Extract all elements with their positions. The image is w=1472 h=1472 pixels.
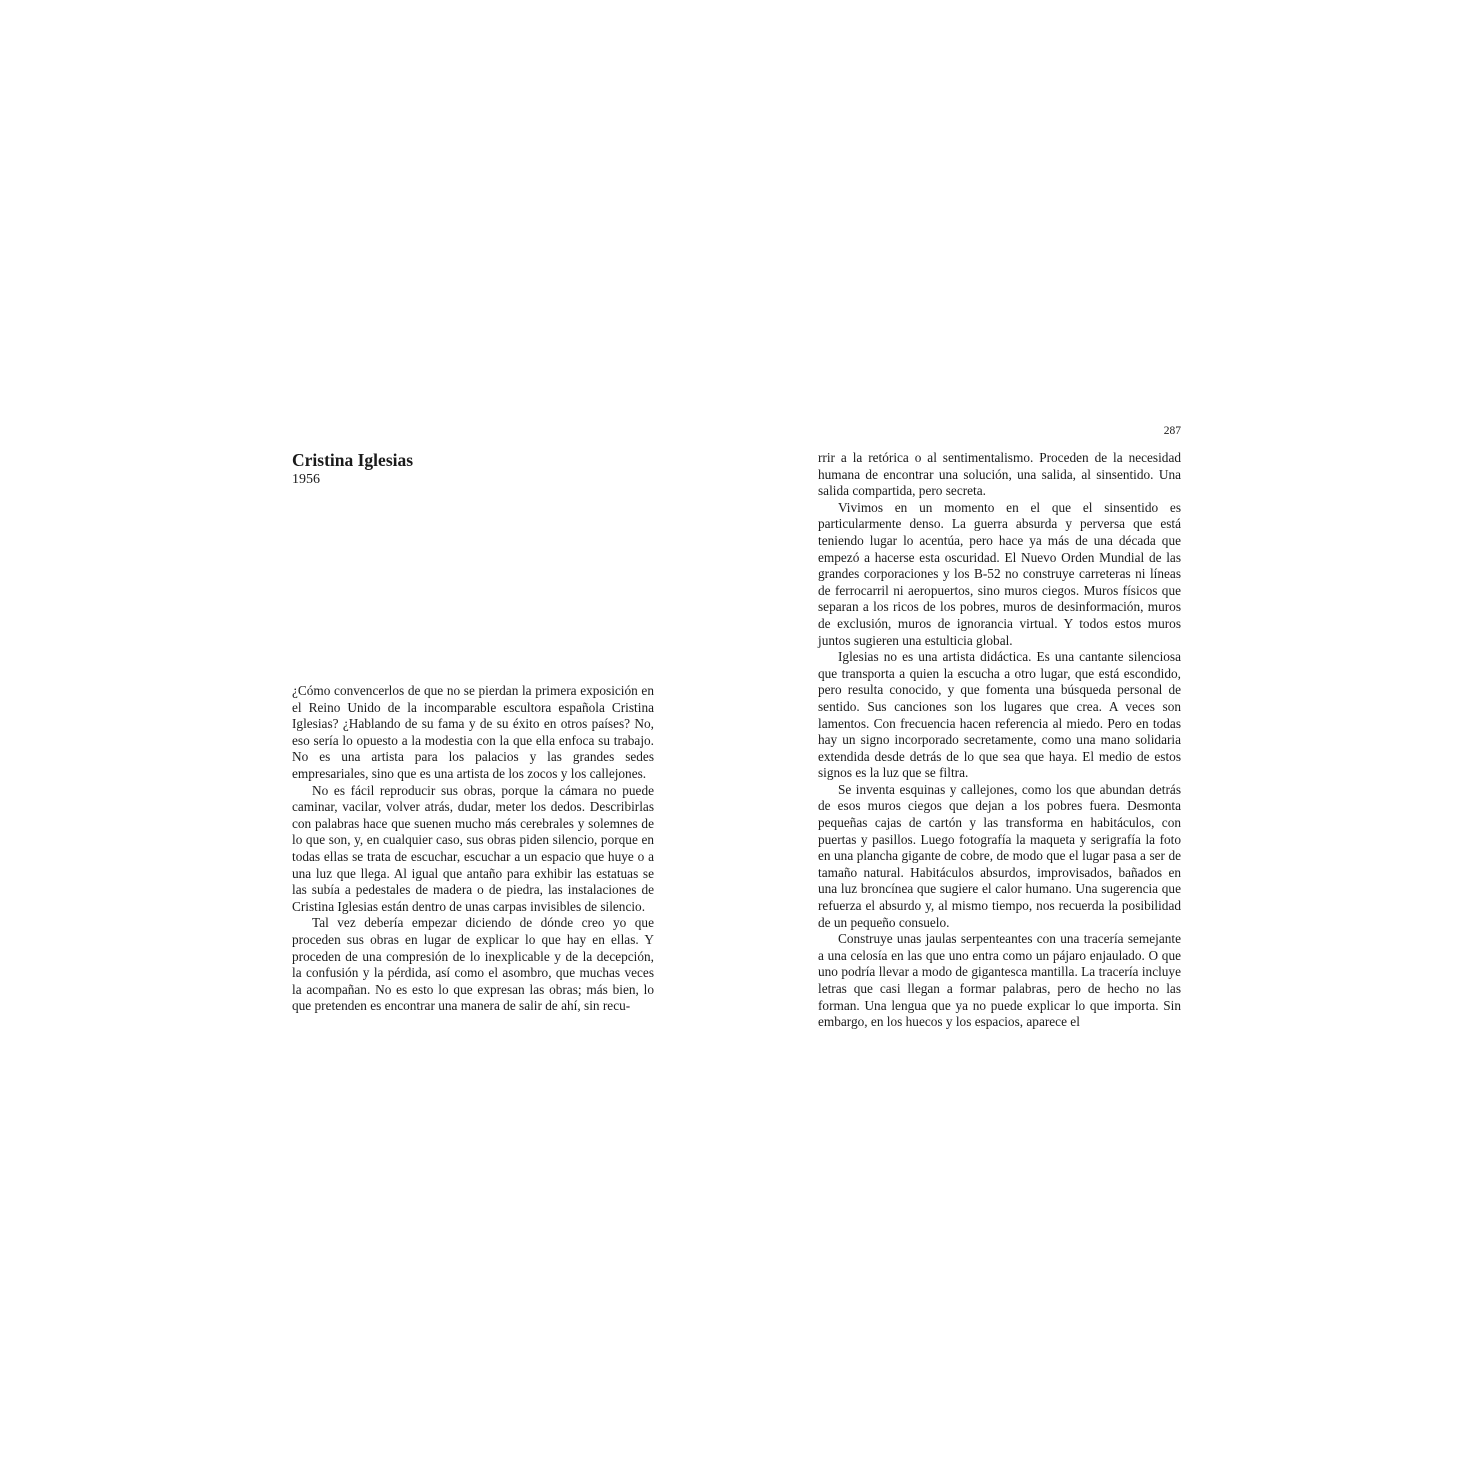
paragraph: Construye unas jaulas serpenteantes con una tracería semejante a una celosía en las que uno entra como un pájaro enjaulado. O que uno podría llevar a modo de gigantesca mantilla. La tracería incluye letras que casi llegan a formar palabras, pero de hecho no las forman. Una lengua que ya no puede explicar lo que importa. Sin embargo, en los huecos y los espacios, aparece el <box>818 931 1181 1030</box>
artist-name: Cristina Iglesias <box>292 450 414 470</box>
paragraph: Se inventa esquinas y callejones, como los que abundan detrás de esos muros ciegos que dejan a los pobres fuera. Desmonta pequeñas cajas de cartón y las transforma en habitáculos, con puertas y pasillos. Luego fotografía la maqueta y serigrafía la foto en una plancha gigante de cobre, de modo que el lugar pasa a ser de tamaño natural. Habitáculos absurdos, improvisados, bañados en una luz broncínea que sugiere el calor humano. Una sugerencia que refuerza el absurdo y, al mismo tiempo, nos recuerda la posibilidad de un pequeño consuelo. <box>818 781 1181 930</box>
paragraph: Tal vez debería empezar diciendo de dónde creo yo que proceden sus obras en lugar de explicar lo que hay en ellas. Y proceden de una compresión de lo inexplicable y de la decepción, la confusión y la pérdida, así como el asombro, que muchas veces la acompañan. No es esto lo que expresan las obras; más bien, lo que pretenden es encontrar una manera de salir de ahí, sin recu- <box>292 915 654 1014</box>
page-number: 287 <box>1163 425 1181 437</box>
right-page-body <box>818 450 1181 1031</box>
paragraph: rrir a la retórica o al sentimentalismo. Proceden de la necesidad humana de encontrar una solución, una salida, al sinsentido. Una salida compartida, pero secreta. <box>818 450 1181 499</box>
paragraph: Iglesias no es una artista didáctica. Es una cantante silenciosa que transporta a quien la escucha a otro lugar, que está escondido, pero resulta conocido, y que fomenta una búsqueda personal de sentido. Sus canciones son los lugares que crea. A veces son lamentos. Con frecuencia hacen referencia al miedo. Pero en todas hay un signo incorporado secretamente, como una mano solidaria extendida desde detrás de lo que sea que haya. El medio de estos signos es la luz que se filtra. <box>818 649 1181 781</box>
paragraph: No es fácil reproducir sus obras, porque la cámara no puede caminar, vacilar, volver atrás, dudar, meter los dedos. Describirlas con palabras hace que suenen mucho más cerebrales y solemnes de lo que son, y, en cualquier caso, sus obras piden silencio, porque en todas ellas se trata de escuchar, escuchar a un espacio que huye o a una luz que llega. Al igual que antaño para exhibir las estatuas se las subía a pedestales de madera o de piedra, las instalaciones de Cristina Iglesias están dentro de unas carpas invisibles de silencio. <box>292 782 654 914</box>
paragraph: ¿Cómo convencerlos de que no se pierdan la primera exposición en el Reino Unido de la incomparable escultora española Cristina Iglesias? ¿Hablando de su fama y de su éxito en otros países? No, eso sería lo opuesto a la modestia con la que ella enfoca su trabajo. No es una artista para los palacios y las grandes sedes empresariales, sino que es una artista de los zocos y los callejones. <box>292 683 654 781</box>
paragraph: Vivimos en un momento en el que el sinsentido es particularmente denso. La guerra absurda y perversa que está teniendo lugar lo acentúa, pero hace ya más de una década que empezó a hacerse esta oscuridad. El Nuevo Orden Mundial de las grandes corporaciones y los B-52 no construye carreteras ni líneas de ferrocarril ni aeropuertos, sino muros ciegos. Muros físicos que separan a los ricos de los pobres, muros de desinformación, muros de exclusión, muros de ignorancia virtual. Y todos estos muros juntos sugieren una estulticia global. <box>818 499 1181 648</box>
artist-birth-year: 1956 <box>292 472 320 487</box>
left-page-body <box>292 683 654 1015</box>
chapter-heading <box>292 450 654 489</box>
